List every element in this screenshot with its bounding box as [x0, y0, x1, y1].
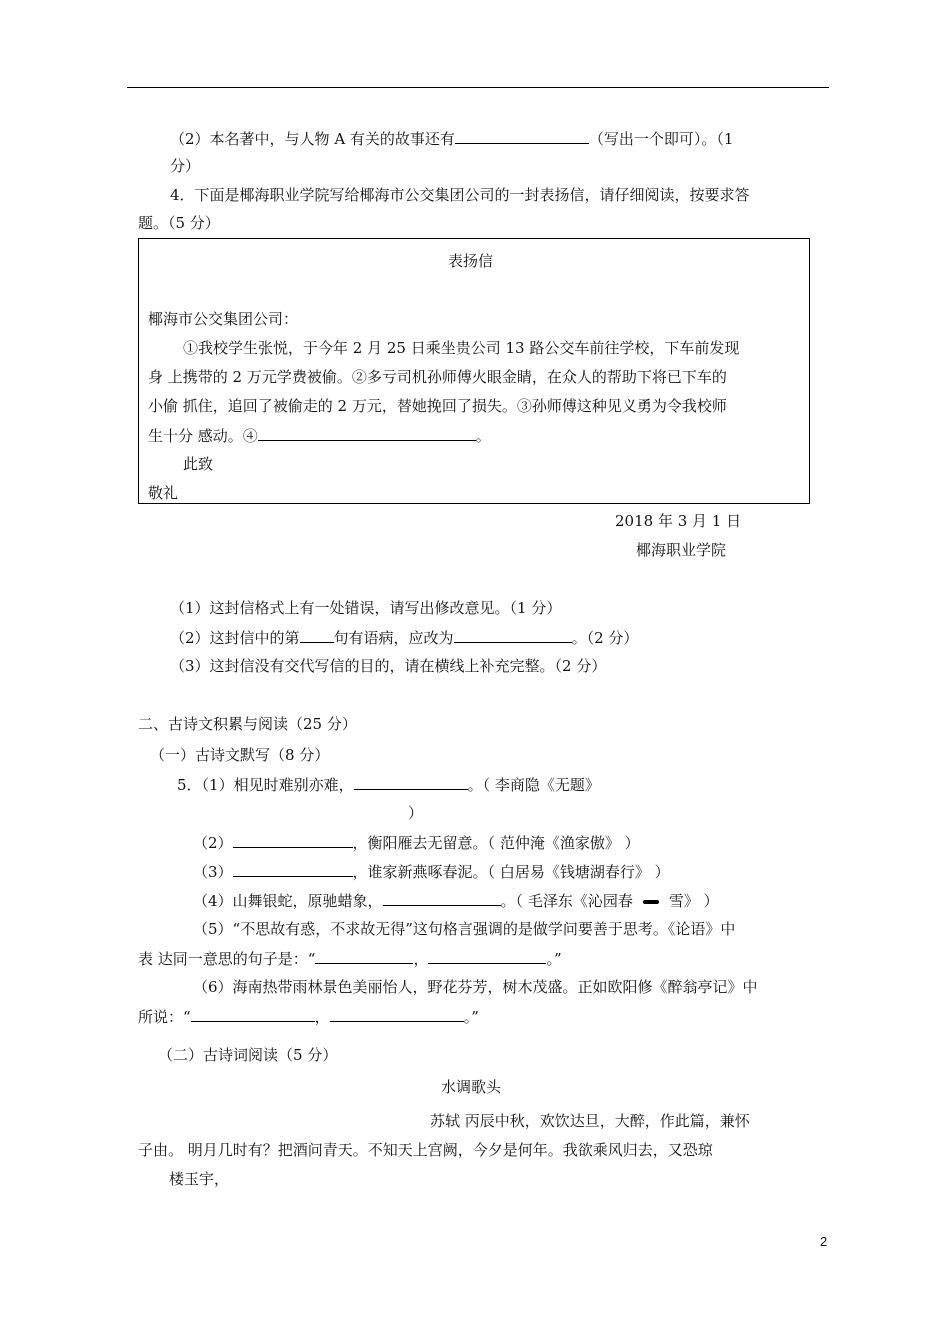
- q5-3: [193, 861, 670, 882]
- letter-body-3: 小偷 抓住，追回了被偷走的 2 万元，替她挽回了损失。③孙师傅这种见义勇为令我校师: [148, 397, 727, 415]
- q3-2-tail: （写出一个即可）。（1: [588, 130, 734, 148]
- letter-body-4: [148, 425, 491, 446]
- letter-closing-2: 敬礼: [148, 484, 179, 502]
- section-2-heading: 二、古诗文积累与阅读（25 分）: [138, 715, 357, 733]
- letter-title: 表扬信: [448, 252, 494, 270]
- q5-5-cont: [138, 948, 562, 969]
- q5-4-b: 。（ 毛泽东《沁园春: [500, 892, 633, 910]
- q3-2-text: （2）本名著中，与人物 A 有关的故事还有: [170, 130, 455, 148]
- q5-2-b: ，衡阳雁去无留意。（ 范仲淹《渔家傲》 ）: [352, 834, 640, 852]
- q3-2-score: 分）: [170, 157, 201, 175]
- q5-5: （5）“不思故有惑，不求故无得”这句格言强调的是做学问要善于思考。《论语》中: [193, 920, 736, 938]
- page-number: 2: [820, 1234, 828, 1249]
- q5-6-blank-2[interactable]: [330, 1006, 464, 1022]
- poem-line-1: 苏轼 丙辰中秋，欢饮达旦，大醉，作此篇，兼怀: [430, 1112, 750, 1130]
- q5-6-blank-1[interactable]: [191, 1006, 315, 1022]
- q5-4-a: （4）山舞银蛇，原驰蜡象，: [193, 892, 383, 910]
- q5-2-blank[interactable]: [233, 832, 353, 848]
- q4-sub-2-b: 句有语病，应改为: [333, 629, 454, 647]
- q5-3-b: ，谁家新燕啄春泥。（ 白居易《钱塘湖春行》 ）: [352, 863, 670, 881]
- poem-line-2: 子由。 明月几时有？把酒问青天。不知天上宫阙，今夕是何年。我欲乘风归去，又恐琼: [138, 1141, 713, 1159]
- q4-sub-2-a: （2）这封信中的第: [170, 629, 300, 647]
- q5-5-blank-2[interactable]: [428, 948, 546, 964]
- letter-body-4-text: 生十分 感动。④: [148, 427, 258, 445]
- letter-body-4-end: 。: [475, 427, 491, 445]
- q5-3-a: （3）: [193, 863, 233, 881]
- q5-4-blank[interactable]: [383, 890, 501, 906]
- q5-1: [177, 774, 600, 795]
- q5-2: [193, 832, 640, 853]
- q4-sub-2: [170, 627, 638, 648]
- dash-mark: [643, 900, 659, 904]
- q5-3-blank[interactable]: [233, 861, 353, 877]
- q5-2-a: （2）: [193, 834, 233, 852]
- q4-sub-3: （3）这封信没有交代写信的目的，请在横线上补充完整。（2 分）: [170, 657, 607, 675]
- q5-1-close: ）: [408, 804, 424, 822]
- q5-6-comma: ，: [314, 1008, 330, 1026]
- header-rule: [127, 87, 829, 88]
- q4-stem: 4．下面是椰海职业学院写给椰海市公交集团公司的一封表扬信，请仔细阅读，按要求答: [170, 186, 750, 204]
- q5-6-end: 。”: [463, 1008, 479, 1026]
- poem-title: 水调歌头: [441, 1078, 502, 1096]
- part-1-heading: （一）古诗文默写（8 分）: [150, 746, 330, 764]
- letter-salutation: 椰海市公交集团公司：: [148, 310, 299, 328]
- sentence-number-blank[interactable]: [300, 627, 334, 643]
- q4-sub-1: （1）这封信格式上有一处错误，请写出修改意见。（1 分）: [170, 599, 562, 617]
- letter-sender: 椰海职业学院: [636, 541, 727, 559]
- q4-sub-2-c: 。（2 分）: [571, 629, 639, 647]
- q5-4: [193, 890, 719, 911]
- q5-1-blank[interactable]: [354, 774, 468, 790]
- q5-1-a: 5．（1）相见时难别亦难，: [177, 776, 354, 794]
- q5-5-b: 表 达同一意思的句子是：“: [138, 950, 316, 968]
- q5-5-blank-1[interactable]: [315, 948, 413, 964]
- part-2-heading: （二）古诗词阅读（5 分）: [158, 1046, 338, 1064]
- letter-body-1: ①我校学生张悦，于今年 2 月 25 日乘坐贵公司 13 路公交车前往学校，下车前发现: [183, 339, 740, 357]
- answer-blank[interactable]: [455, 128, 589, 144]
- letter-answer-blank[interactable]: [258, 425, 476, 441]
- letter-body-2: 身 上携带的 2 万元学费被偷。②多亏司机孙师傅火眼金睛，在众人的帮助下将已下车的: [148, 368, 727, 386]
- q5-6-b: 所说：“: [138, 1008, 191, 1026]
- q4-stem-cont: 题。（5 分）: [138, 214, 220, 232]
- correction-blank[interactable]: [454, 627, 572, 643]
- q5-6-cont: [138, 1006, 479, 1027]
- q5-4-c: 雪》 ）: [668, 892, 719, 910]
- letter-date: 2018 年 3 月 1 日: [615, 512, 742, 530]
- q5-1-b: 。（ 李商隐《无题》: [467, 776, 600, 794]
- q5-5-comma: ，: [413, 950, 429, 968]
- q5-6: （6）海南热带雨林景色美丽怡人，野花芬芳，树木茂盛。正如欧阳修《醉翁亭记》中: [193, 978, 758, 996]
- q3-2-line: [170, 128, 733, 149]
- letter-closing-1: 此致: [183, 455, 214, 473]
- poem-line-3: 楼玉宇，: [169, 1170, 230, 1188]
- q5-5-end: 。”: [546, 950, 562, 968]
